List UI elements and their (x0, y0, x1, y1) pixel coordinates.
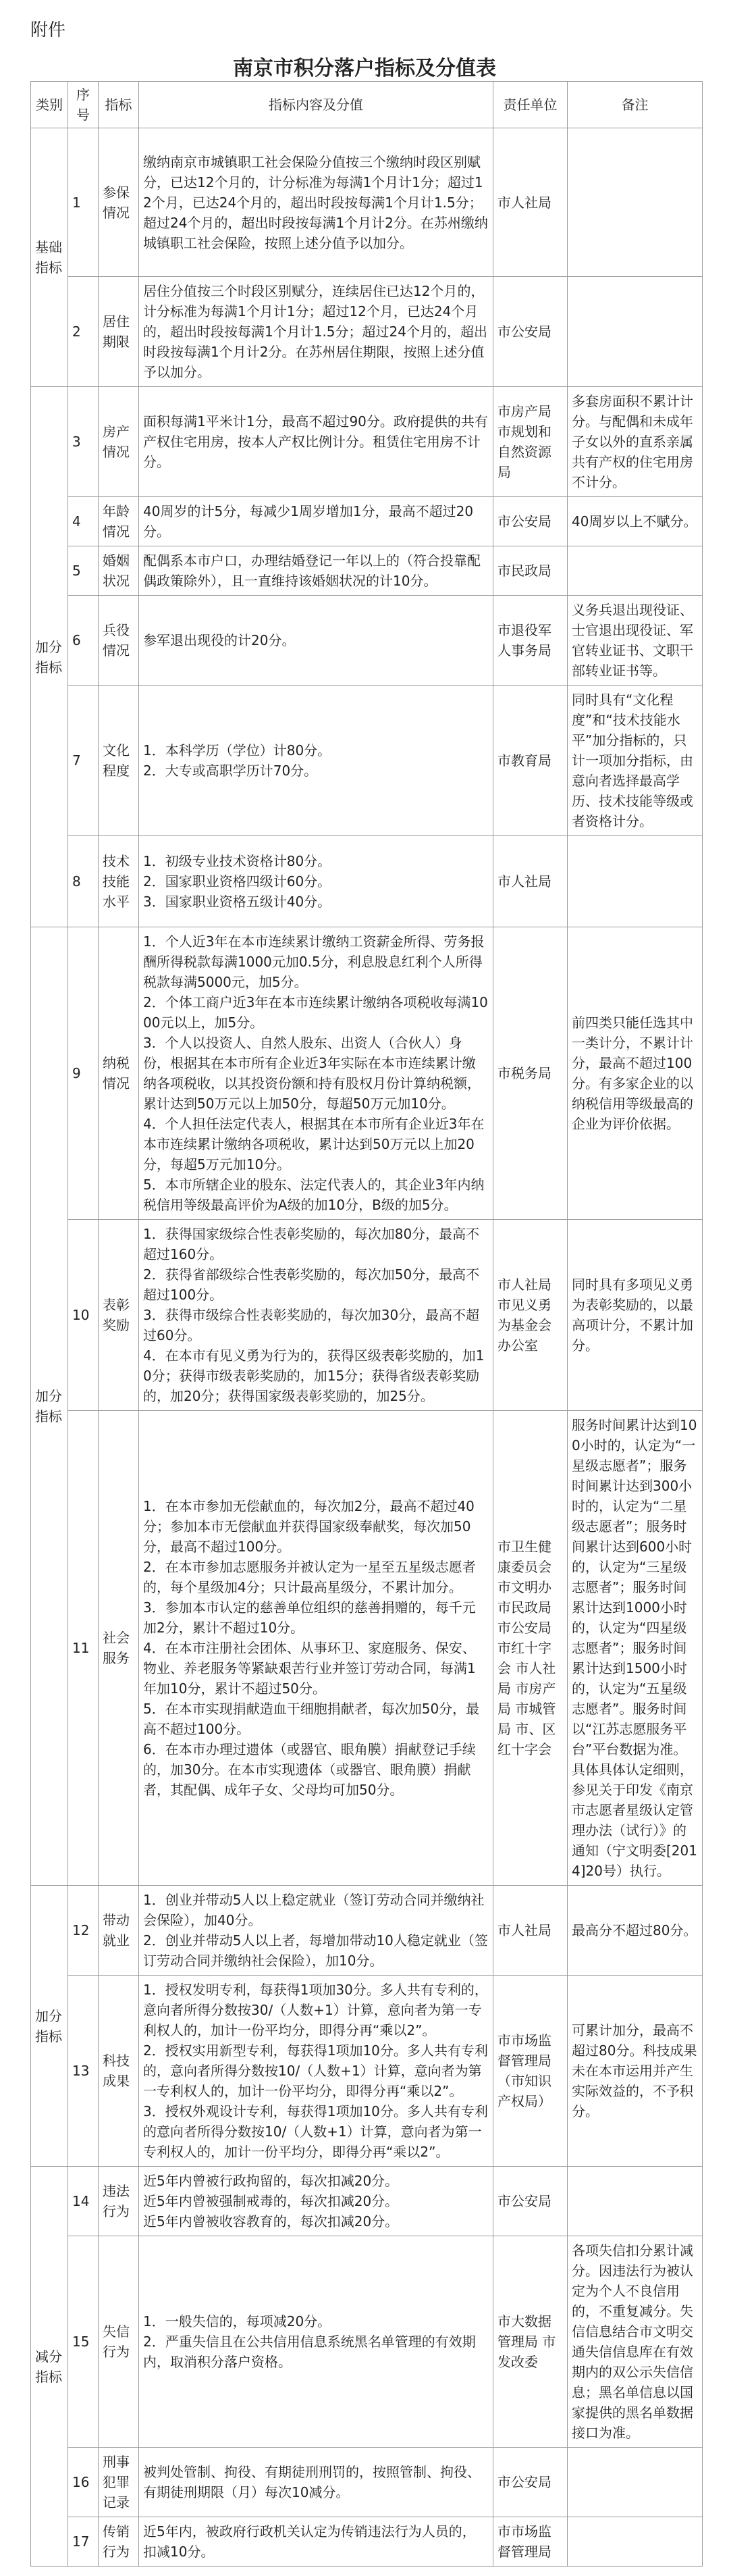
remark (568, 128, 703, 277)
table-row (31, 2448, 703, 2517)
table-row (31, 596, 703, 686)
content-line: 面积每满1平米计1分，最高不超过90分。政府提供的共有产权住宅用房，按本人产权比例计分。租赁住宅用房不计分。 (143, 413, 488, 470)
indicator-name: 失信行为 (99, 2236, 139, 2448)
row-number: 15 (68, 2236, 99, 2448)
indicator-name: 纳税情况 (99, 927, 139, 1220)
responsible-unit: 市人社局 (493, 836, 568, 927)
remark: 同时具有“文化程度”和“技术技能水平”加分指标的，只计一项加分指标，由意向者选择最高学历、技术技能等级或者资格计分。 (568, 686, 703, 836)
responsible-unit: 市人社局 (493, 128, 568, 277)
content-line: 5．本市所辖企业的股东、法定代表人的，其企业3年内纳税信用等级最高评价为A级的加10分，B级的加5分。 (143, 1177, 485, 1213)
remark (568, 277, 703, 387)
content-line: 3．个人以投资人、自然人股东、出资人（合伙人）身份，根据其在本市所有企业近3年实际在本市连续累计缴纳各项税收，以其投资份额和持有股权月份计算纳税额，累计达到50万元以上加50分，每超50万元加10分。 (143, 1035, 481, 1112)
responsible-unit: 市公安局 (493, 2167, 568, 2236)
indicator-content (139, 128, 493, 277)
content-line: 5．在本市实现捐献造血干细胞捐献者，每次加50分，最高不超过100分。 (143, 1701, 480, 1737)
content-line: 缴纳南京市城镇职工社会保险分值按三个缴纳时段区别赋分，已达12个月的，计分标准为每满1个月计1分；超过12个月，已达24个月的，超出时段按每满1个月计1.5分；超过24个月的，超出时段按每满1个月计2分。在苏州缴纳城镇职工社会保险，按照上述分值予以加分。 (143, 153, 488, 251)
content-line: 1．在本市参加无偿献血的，每次加2分，最高不超过40分；参加本市无偿献血并获得国家级奉献奖，每次加50分，最高不超过100分。 (143, 1498, 475, 1555)
content-line: 被判处管制、拘役、有期徒刑刑罚的，按照管制、拘役、有期徒刑期限（月）每次10减分。 (143, 2464, 481, 2500)
content-line: 3．授权外观设计专利，每获得1项加10分。多人共有专利的意向者所得分数按10/（人数+1）计算，意向者为第一专利权人的，加计一份平均分，即得分再“乘以2”。 (143, 2103, 488, 2160)
content-line: 近5年内曾被收容教育的，每次扣减20分。 (143, 2213, 399, 2230)
content-line: 3．参加本市认定的慈善单位组织的慈善捐赠的，每千元加2分，累计不超过10分。 (143, 1599, 476, 1636)
attachment-label: 附件 (30, 20, 66, 41)
content-line: 2．个体工商户近3年在本市连续累计缴纳各项税收每满1000元以上，加5分。 (143, 994, 488, 1031)
table-row (31, 546, 703, 596)
responsible-unit: 市人社局 市见义勇为基金会办公室 (493, 1220, 568, 1411)
responsible-unit: 市人社局 (493, 1886, 568, 1976)
content-line: 1．获得国家级综合性表彰奖励的，每次加80分，最高不超过160分。 (143, 1226, 480, 1262)
table-row (31, 387, 703, 497)
responsible-unit: 市市场监督管理局（市知识产权局） (493, 1976, 568, 2167)
document-title: 南京市积分落户指标及分值表 (233, 57, 496, 80)
category-cell: 加分指标 (31, 387, 68, 927)
indicator-content (139, 927, 493, 1220)
indicator-content (139, 1886, 493, 1976)
row-number: 7 (68, 686, 99, 836)
category-cell: 加分指标 (31, 1886, 68, 2167)
content-line: 6．在本市办理过遗体（或器官、眼角膜）捐献登记手续的，加30分。在本市实现遗体（或器官、眼角膜）捐献者，其配偶、成年子女、父母均可加50分。 (143, 1741, 476, 1798)
indicator-name: 婚姻状况 (99, 546, 139, 596)
responsible-unit: 市税务局 (493, 927, 568, 1220)
indicator-content (139, 277, 493, 387)
indicator-content (139, 1220, 493, 1411)
table-row (31, 2167, 703, 2236)
responsible-unit: 市公安局 (493, 2448, 568, 2517)
responsible-unit: 市公安局 (493, 277, 568, 387)
table-row (31, 1220, 703, 1411)
content-line: 1．初级专业技术资格计80分。 (143, 853, 331, 869)
responsible-unit: 市退役军人事务局 (493, 596, 568, 686)
row-number: 2 (68, 277, 99, 387)
indicator-name: 带动就业 (99, 1886, 139, 1976)
content-line: 4．在本市注册社会团体、从事环卫、家庭服务、保安、物业、养老服务等紧缺艰苦行业并签订劳动合同，每满1年加10分，累计不超过50分。 (143, 1640, 476, 1697)
indicator-name: 文化程度 (99, 686, 139, 836)
table-row (31, 686, 703, 836)
remark: 多套房面积不累计计分。与配偶和未成年子女以外的直系亲属共有产权的住宅用房不计分。 (568, 387, 703, 497)
row-number: 1 (68, 128, 99, 277)
indicator-content (139, 1976, 493, 2167)
content-line: 40周岁的计5分，每减少1周岁增加1分，最高不超过20分。 (143, 503, 474, 540)
indicator-name: 参保情况 (99, 128, 139, 277)
row-number: 5 (68, 546, 99, 596)
responsible-unit: 市房产局 市规划和自然资源局 (493, 387, 568, 497)
content-line: 2．国家职业资格四级计60分。 (143, 873, 331, 890)
row-number: 3 (68, 387, 99, 497)
indicator-name: 科技成果 (99, 1976, 139, 2167)
content-line: 2．严重失信且在公共信用信息系统黑名单管理的有效期内，取消积分落户资格。 (143, 2334, 476, 2370)
indicator-content (139, 2236, 493, 2448)
content-line: 4．个人担任法定代表人，根据其在本市所有企业近3年在本市连续累计缴纳各项税收，累计达到50万元以上加20分，每超5万元加10分。 (143, 1116, 485, 1173)
remark (568, 2448, 703, 2517)
remark (568, 836, 703, 927)
indicator-content (139, 836, 493, 927)
indicator-name: 技术技能水平 (99, 836, 139, 927)
content-line: 1．授权发明专利，每获得1项加30分。多人共有专利的，意向者所得分数按30/（人数+1）计算，意向者为第一专利权人的，加计一份平均分，即得分再“乘以2”。 (143, 1982, 488, 2038)
category-cell: 基础指标 (31, 128, 68, 387)
content-line: 1．本科学历（学位）计80分。 (143, 742, 331, 758)
indicator-name: 兵役情况 (99, 596, 139, 686)
remark: 义务兵退出现役证、士官退出现役证、军官转业证书、文职干部转业证书等。 (568, 596, 703, 686)
row-number: 16 (68, 2448, 99, 2517)
content-line: 居住分值按三个时段区别赋分，连续居住已达12个月的，计分标准为每满1个月计1分；超过12个月，已达24个月的，超出时段按每满1个月计1.5分；超过24个月的，超出时段按每满1个月计2分。在苏州居住期限，按照上述分值予以加分。 (143, 283, 487, 380)
responsible-unit: 市卫生健康委员会 市文明办 市民政局 市公安局 市红十字会 市人社局 市房产局 市城管局 市、区红十字会 (493, 1411, 568, 1886)
table-row (31, 128, 703, 277)
row-number: 4 (68, 497, 99, 546)
header-number: 序号 (68, 82, 99, 128)
row-number: 13 (68, 1976, 99, 2167)
table-header-row (31, 82, 703, 128)
indicator-content (139, 2517, 493, 2567)
row-number: 9 (68, 927, 99, 1220)
remark: 40周岁以上不赋分。 (568, 497, 703, 546)
table-row (31, 277, 703, 387)
table-row (31, 927, 703, 1220)
remark: 各项失信扣分累计减分。因违法行为被认定为个人不良信用的，不重复减分。失信信息结合市文明交通失信信息库在有效期内的双公示失信信息；黑名单信息以国家提供的黑名单数据接口为准。 (568, 2236, 703, 2448)
responsible-unit: 市大数据管理局 市发改委 (493, 2236, 568, 2448)
table-row (31, 1886, 703, 1976)
table-row (31, 836, 703, 927)
content-line: 1．创业并带动5人以上稳定就业（签订劳动合同并缴纳社会保险），加40分。 (143, 1892, 485, 1928)
indicator-content (139, 1411, 493, 1886)
indicator-name: 表彰奖励 (99, 1220, 139, 1411)
indicator-content (139, 596, 493, 686)
remark (568, 546, 703, 596)
content-line: 2．在本市参加志愿服务并被认定为一星至五星级志愿者的，每个星级加4分；只计最高星级分，不累计加分。 (143, 1559, 476, 1595)
header-note: 备注 (568, 82, 703, 128)
indicator-content (139, 387, 493, 497)
content-line: 2．大专或高职学历计70分。 (143, 763, 318, 779)
indicator-name: 社会服务 (99, 1411, 139, 1886)
header-content: 指标内容及分值 (139, 82, 493, 128)
content-line: 3．国家职业资格五级计40分。 (143, 894, 331, 910)
row-number: 10 (68, 1220, 99, 1411)
content-line: 3．获得市级综合性表彰奖励的，每次加30分，最高不超过60分。 (143, 1307, 480, 1343)
header-unit: 责任单位 (493, 82, 568, 128)
table-row (31, 497, 703, 546)
indicator-name: 违法行为 (99, 2167, 139, 2236)
points-table (30, 81, 703, 2567)
row-number: 12 (68, 1886, 99, 1976)
category-cell: 减分指标 (31, 2167, 68, 2567)
indicator-name: 居住期限 (99, 277, 139, 387)
indicator-name: 刑事犯罪记录 (99, 2448, 139, 2517)
remark: 可累计加分，最高不超过80分。科技成果未在本市运用并产生实际效益的，不予积分。 (568, 1976, 703, 2167)
content-line: 2．创业并带动5人以上者，每增加带动10人稳定就业（签订劳动合同并缴纳社会保险），加10分。 (143, 1932, 488, 1969)
table-row (31, 1976, 703, 2167)
indicator-name: 传销行为 (99, 2517, 139, 2567)
table-row (31, 1411, 703, 1886)
content-line: 2．授权实用新型专利，每获得1项加10分。多人共有专利的，意向者所得分数按10/（人数+1）计算，意向者为第一专利权人的，加计一份平均分，即得分再“乘以2”。 (143, 2042, 488, 2099)
remark: 最高分不超过80分。 (568, 1886, 703, 1976)
indicator-content (139, 2167, 493, 2236)
category-cell: 加分指标 (31, 927, 68, 1886)
indicator-content (139, 546, 493, 596)
remark: 同时具有多项见义勇为表彰奖励的，以最高项计分，不累计加分。 (568, 1220, 703, 1411)
content-line: 4．在本市有见义勇为行为的，获得区级表彰奖励的，加10分；获得市级表彰奖励的，加15分；获得省级表彰奖励的，加20分；获得国家级表彰奖励的，加25分。 (143, 1347, 485, 1404)
content-line: 参军退出现役的计20分。 (143, 632, 296, 648)
content-line: 近5年内曾被行政拘留的，每次扣减20分。 (143, 2173, 399, 2189)
content-line: 近5年内曾被强制戒毒的，每次扣减20分。 (143, 2193, 399, 2209)
row-number: 8 (68, 836, 99, 927)
indicator-name: 房产情况 (99, 387, 139, 497)
content-line: 1．个人近3年在本市连续累计缴纳工资薪金所得、劳务报酬所得税款每满1000元加0.5分，利息股息红利个人所得税款每满5000元，加5分。 (143, 933, 485, 990)
responsible-unit: 市市场监督管理局 (493, 2517, 568, 2567)
content-line: 近5年内，被政府行政机关认定为传销违法行为人员的，扣减10分。 (143, 2523, 476, 2560)
indicator-name: 年龄情况 (99, 497, 139, 546)
remark: 前四类只能任选其中一类计分，不累计计分，最高不超过100分。有多家企业的以纳税信用等级最高的企业为评价依据。 (568, 927, 703, 1220)
row-number: 11 (68, 1411, 99, 1886)
row-number: 17 (68, 2517, 99, 2567)
indicator-content (139, 2448, 493, 2517)
indicator-content (139, 497, 493, 546)
remark (568, 2517, 703, 2567)
remark: 服务时间累计达到100小时的，认定为“一星级志愿者”；服务时间累计达到300小时的，认定为“二星级志愿者”；服务时间累计达到600小时的，认定为“三星级志愿者”；服务时间累计达到1000小时的，认定为“四星级志愿者”；服务时间累计达到1500小时的，认定为“五星级志愿者”。服务时间以“江苏志愿服务平台”平台数据为准。具体具体认定细则，参见关于印发《南京市志愿者星级认定管理办法（试行）》的通知（宁文明委[2014]20号）执行。 (568, 1411, 703, 1886)
content-line: 配偶系本市户口，办理结婚登记一年以上的（符合投靠配偶政策除外），且一直维持该婚姻状况的计10分。 (143, 552, 481, 589)
table-row (31, 2517, 703, 2567)
responsible-unit: 市民政局 (493, 546, 568, 596)
remark (568, 2167, 703, 2236)
header-category: 类别 (31, 82, 68, 128)
row-number: 14 (68, 2167, 99, 2236)
responsible-unit: 市公安局 (493, 497, 568, 546)
content-line: 1．一般失信的，每项减20分。 (143, 2313, 331, 2329)
indicator-content (139, 686, 493, 836)
header-indicator: 指标 (99, 82, 139, 128)
row-number: 6 (68, 596, 99, 686)
table-row (31, 2236, 703, 2448)
content-line: 2．获得省部级综合性表彰奖励的，每次加50分，最高不超过100分。 (143, 1266, 480, 1303)
responsible-unit: 市教育局 (493, 686, 568, 836)
